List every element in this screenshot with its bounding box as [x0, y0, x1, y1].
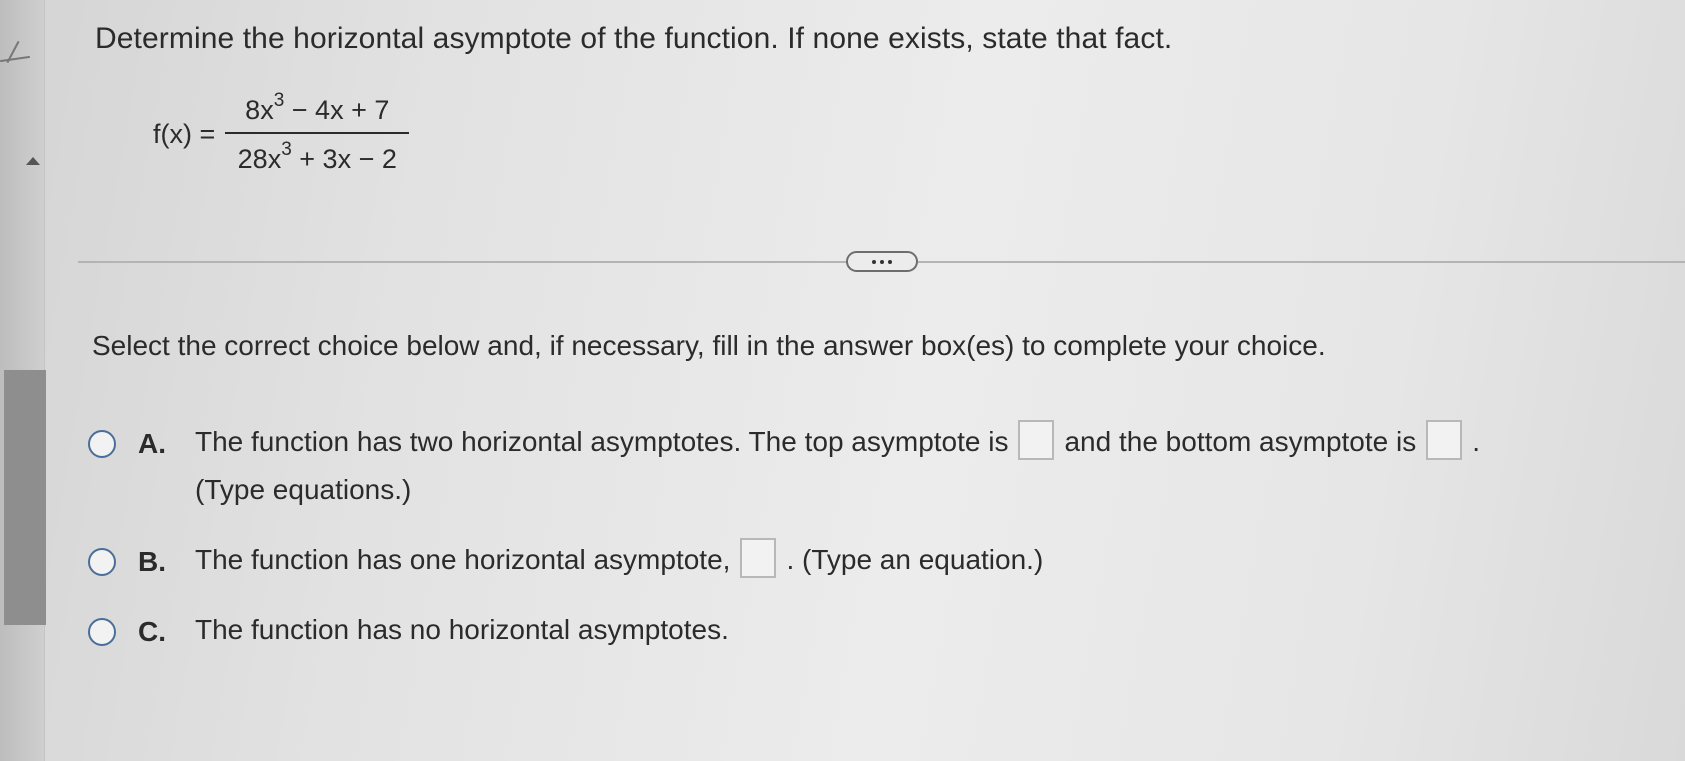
instruction-text: Select the correct choice below and, if necessary, fill in the answer box(es) to complete your choice. — [92, 330, 1326, 361]
question-prompt: Determine the horizontal asymptote of the function. If none exists, state that fact. — [95, 22, 1173, 55]
choice-a-text-part3: . — [1472, 426, 1480, 457]
choice-a-hint: (Type equations.) — [195, 474, 412, 505]
denominator-term: 28x — [237, 144, 282, 174]
left-sidebar-strip — [0, 0, 45, 761]
scroll-up-arrow-icon[interactable] — [26, 157, 40, 165]
choice-a-text — [195, 418, 1480, 514]
denominator — [234, 139, 401, 175]
choice-b-text-part1: The function has one horizontal asymptote, — [195, 544, 731, 575]
choice-a-text-part1: The function has two horizontal asymptotes. The top asymptote is — [195, 426, 1009, 457]
numerator — [241, 90, 393, 126]
choice-b[interactable] — [88, 546, 1043, 584]
choice-b-letter: B. — [138, 546, 166, 577]
denominator-rest: + 3x − 2 — [291, 144, 397, 174]
choice-a-letter: A. — [138, 428, 166, 459]
choice-a-text-part2: and the bottom asymptote is — [1064, 426, 1417, 457]
ellipsis-icon — [872, 260, 876, 264]
radio-button-a[interactable] — [88, 430, 116, 458]
fraction-bar — [225, 132, 409, 134]
denominator-exponent: 3 — [281, 139, 292, 160]
rational-fraction — [225, 90, 409, 175]
function-expression — [153, 90, 409, 175]
ellipsis-icon — [888, 260, 892, 264]
choice-b-text-part2: . (Type an equation.) — [786, 544, 1044, 575]
resize-handle-icon[interactable] — [0, 56, 30, 62]
function-lhs: f(x) = — [153, 118, 216, 149]
choice-c[interactable] — [88, 616, 729, 654]
numerator-term: 8x — [245, 95, 274, 125]
choice-c-text: The function has no horizontal asymptotes. — [195, 614, 729, 645]
more-button[interactable] — [846, 251, 918, 272]
bottom-asymptote-answer-box[interactable] — [1426, 420, 1462, 460]
choice-b-text — [195, 536, 1043, 584]
radio-button-c[interactable] — [88, 618, 116, 646]
numerator-rest: − 4x + 7 — [284, 95, 390, 125]
asymptote-answer-box[interactable] — [740, 538, 776, 578]
scrollbar-thumb[interactable] — [4, 370, 46, 625]
numerator-exponent: 3 — [273, 90, 285, 111]
choice-a[interactable] — [88, 428, 1480, 514]
top-asymptote-answer-box[interactable] — [1018, 420, 1054, 460]
choice-c-letter: C. — [138, 616, 166, 647]
ellipsis-icon — [880, 260, 884, 264]
radio-button-b[interactable] — [88, 548, 116, 576]
